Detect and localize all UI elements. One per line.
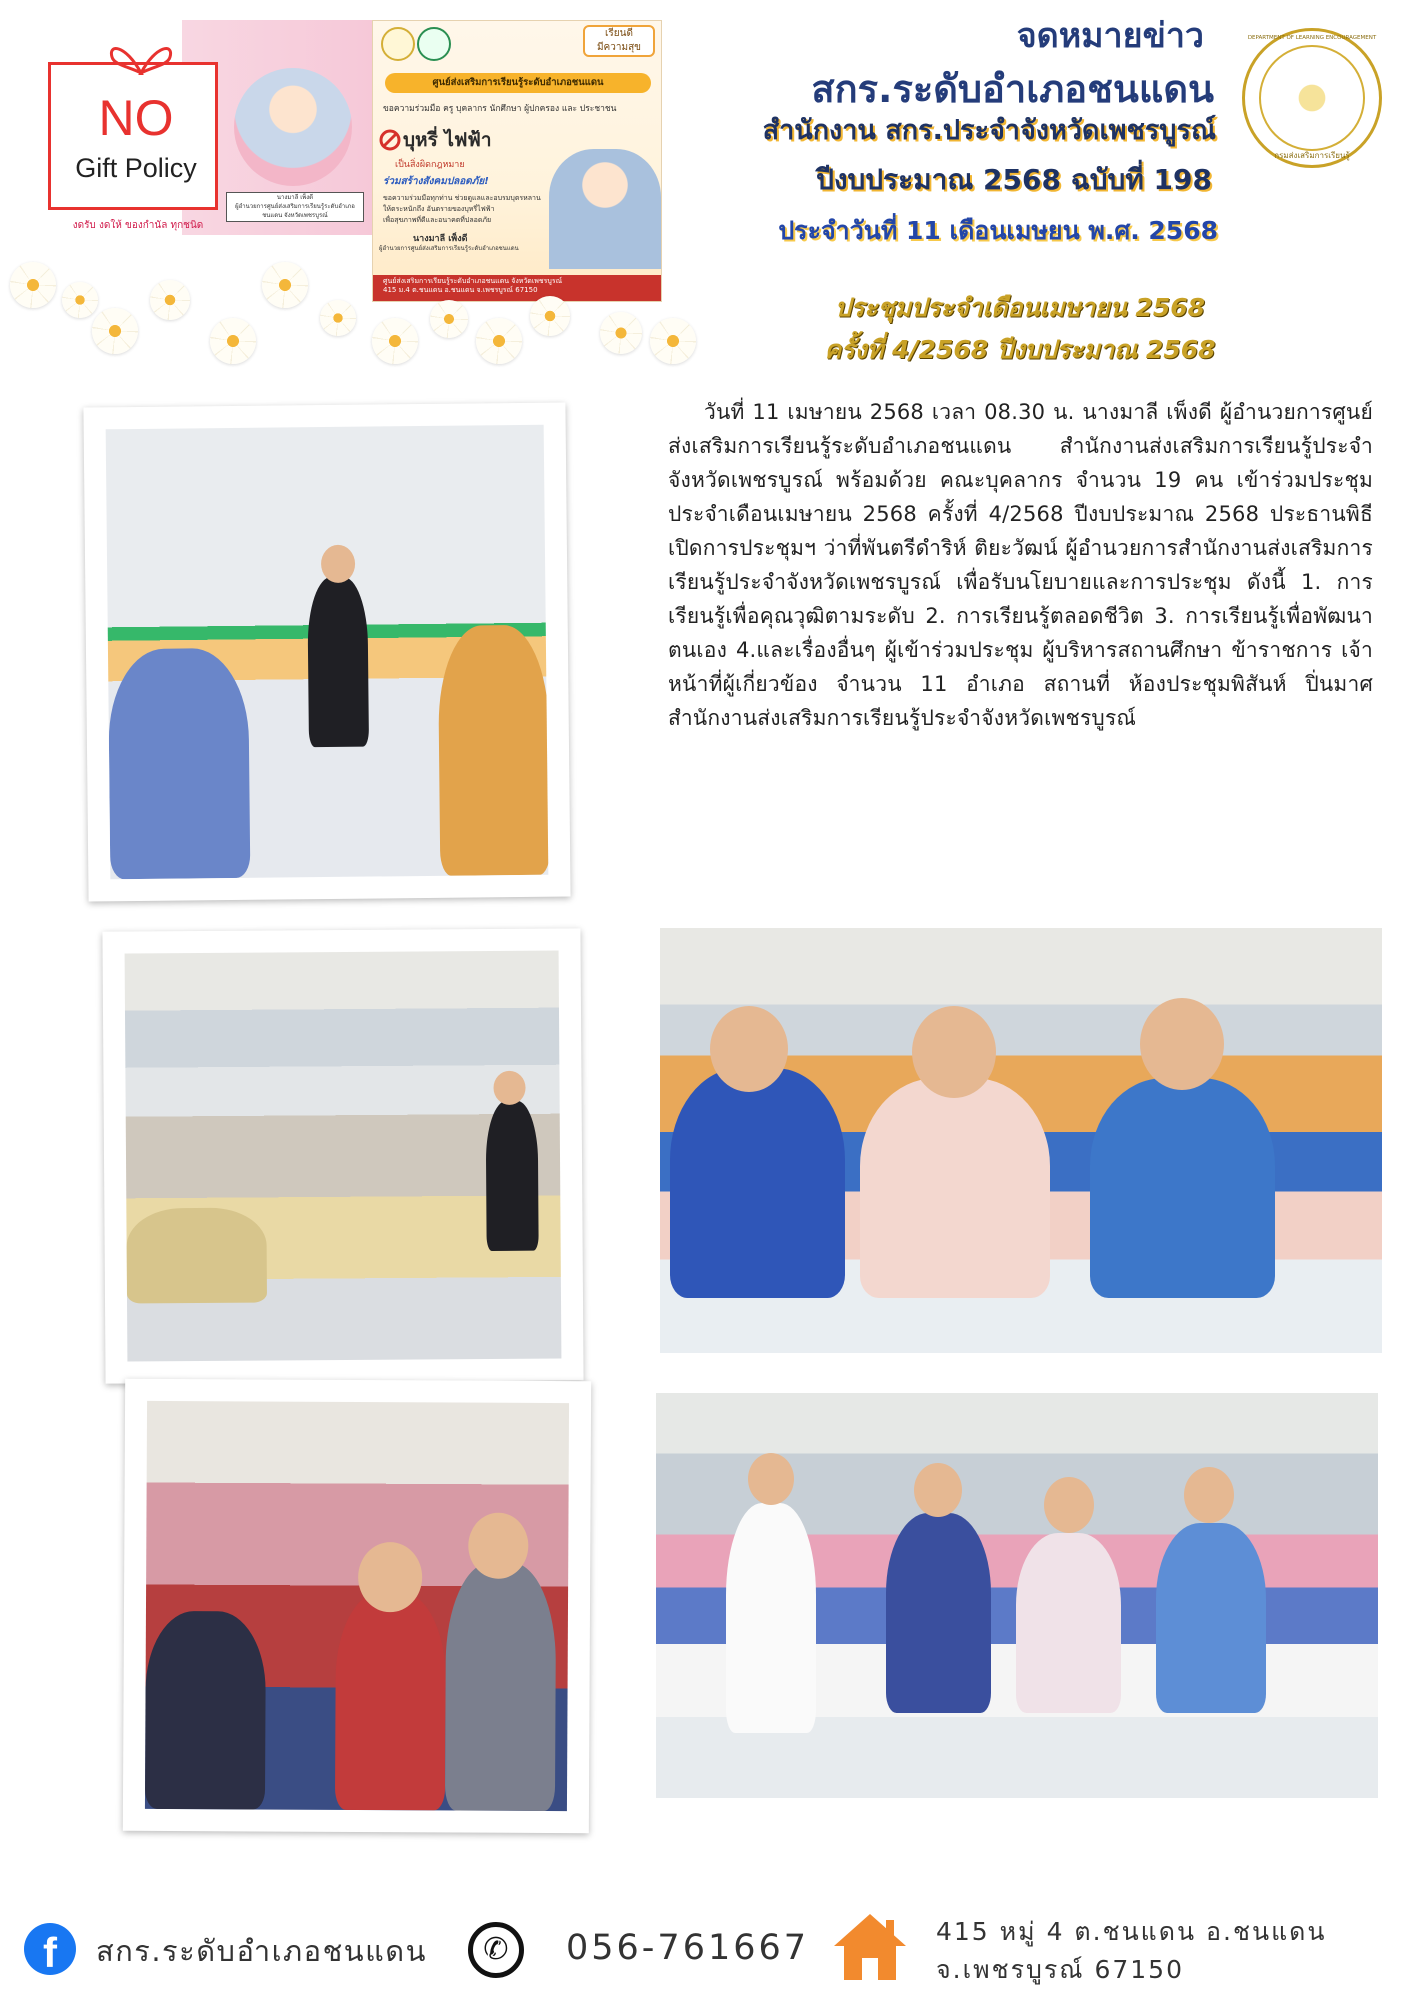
article-body	[668, 395, 1373, 735]
photo-person	[670, 1068, 845, 1298]
photo-person	[886, 1513, 991, 1713]
poster-logo-icon	[417, 27, 451, 61]
gift-policy-label: Gift Policy	[75, 153, 197, 183]
flower-icon	[600, 312, 642, 354]
gift-name-box	[226, 192, 364, 222]
photo-person	[1016, 1533, 1121, 1713]
flower-icon	[476, 318, 522, 364]
photo-table	[126, 1208, 267, 1304]
facebook-icon[interactable]: f	[24, 1923, 76, 1975]
photo-frame-3	[123, 1379, 591, 1833]
poster-illegal: เป็นสิ่งผิดกฎหมาย	[395, 160, 465, 170]
photo-person-head	[914, 1463, 962, 1517]
photo-person-head	[1140, 998, 1224, 1090]
poster-center-band: ศูนย์ส่งเสริมการเรียนรู้ระดับอำเภอชนแดน	[385, 73, 651, 93]
poster-note1: ขอความร่วมมือทุกท่าน ช่วยดูแลและอบรมบุตรหลาน	[383, 194, 541, 202]
district-title: สกร.ระดับอำเภอชนแดน	[811, 67, 1214, 111]
photo-person	[145, 1611, 266, 1810]
photo-person	[335, 1592, 446, 1811]
article-subtitle-1: ประชุมประจำเดือนเมษายน 2568	[834, 293, 1206, 322]
no-smoking-icon	[379, 129, 401, 151]
photo-person	[1090, 1078, 1275, 1298]
photo-person-head	[1184, 1467, 1234, 1523]
seal-emblem-icon	[1259, 45, 1365, 151]
seal-text-top: DEPARTMENT OF LEARNING ENCOURAGEMENT	[1247, 35, 1377, 41]
poster-director-portrait	[549, 149, 661, 269]
flower-icon	[320, 300, 356, 336]
issue-number: ปีงบประมาณ 2568 ฉบับที่ 198	[816, 163, 1212, 196]
photo-person-head	[1044, 1477, 1094, 1533]
photo-speaker-front	[106, 425, 549, 880]
photo-frame-2	[102, 928, 583, 1383]
photo-person	[486, 1101, 539, 1251]
photo-person-head	[358, 1542, 422, 1612]
photo-person-head	[493, 1071, 525, 1105]
photo-audience-closeup	[145, 1401, 569, 1811]
flower-icon	[150, 280, 190, 320]
flower-icon	[530, 296, 570, 336]
poster-footer-line1: ศูนย์ส่งเสริมการเรียนรู้ระดับอำเภอชนแดน จังหวัดเพชรบูรณ์	[383, 277, 563, 285]
newsletter-title: จดหมายข่าว	[1016, 16, 1204, 56]
photo-person	[1156, 1523, 1266, 1713]
photo-attendees-standing-image	[656, 1393, 1378, 1798]
flower-icon	[210, 318, 256, 364]
gift-director-position: ผู้อำนวยการศูนย์ส่งเสริมการเรียนรู้ระดับอำเภอชนแดน จังหวัดเพชรบูรณ์	[235, 203, 355, 219]
gift-card	[48, 62, 218, 210]
flower-icon	[372, 318, 418, 364]
home-icon	[830, 1910, 910, 1984]
photo-person-head	[468, 1513, 528, 1579]
gift-no-label: NO	[98, 90, 174, 146]
photo-attendees-seated	[660, 928, 1382, 1353]
flower-icon	[10, 262, 56, 308]
seal-text-bottom: กรมส่งเสริมการเรียนรู้	[1274, 151, 1350, 160]
issue-date: ประจำวันที่ 11 เดือนเมษยน พ.ศ. 2568	[778, 216, 1218, 245]
photo-audience	[108, 648, 250, 879]
e-cigarette-poster	[372, 20, 662, 302]
poster-note3: เพื่อสุขภาพที่ดีและอนาคตที่ปลอดภัย	[383, 216, 492, 224]
poster-slogan: ร่วมสร้างสังคมปลอดภัย!	[383, 176, 489, 187]
gift-director-name: นางมาลี เพ็งดี	[276, 194, 314, 201]
poster-tag-line1: เรียนดี	[605, 28, 633, 39]
director-portrait	[234, 68, 352, 186]
poster-seal-icon	[381, 27, 415, 61]
poster-slogan-tag	[583, 25, 655, 57]
photo-person-head	[748, 1453, 794, 1505]
photo-person-head	[912, 1006, 996, 1098]
article-subtitle-2: ครั้งที่ 4/2568 ปีงบประมาณ 2568	[824, 335, 1216, 364]
facebook-page-name[interactable]: สกร.ระดับอำเภอชนแดน	[96, 1934, 427, 1968]
photo-person-head	[710, 1006, 788, 1092]
department-seal	[1242, 28, 1382, 168]
poster-footer	[373, 275, 661, 301]
article-body-text: วันที่ 11 เมษายน 2568 เวลา 08.30 น. นางมาลี เพ็งดี ผู้อำนวยการศูนย์ส่งเสริมการเรียนรู้ระดับอำเภอชนแดน สำนักงานส่งเสริมการเรียนรู้ประจำจังหวัดเพชรบูรณ์ พร้อมด้วย คณะบุคลากร จำนวน 19 คน เข้าร่วมประชุมประจำเดือนเมษายน 2568 ครั้งที่ 4/2568 ปีงบประมาณ 2568 ประธานพิธีเปิดการประชุมฯ ว่าที่พันตรีดำริห์ ติยะวัฒน์ ผู้อำนวยการสำนักงานส่งเสริมการเรียนรู้ประจำจังหวัดเพชรบูรณ์ เพื่อรับนโยบายและการประชุม ดังนี้ 1. การเรียนรู้เพื่อคุณวุฒิตามระดับ 2. การเรียนรู้ตลอดชีวิต 3. การเรียนรู้เพื่อพัฒนาตนเอง 4.และเรื่องอื่นๆ ผู้เข้าร่วมประชุม ผู้บริหารสถานศึกษา ข้าราชการ เจ้าหน้าที่ผู้เกี่ยวข้อง จำนวน 11 อำเภอ สถานที่ ห้องประชุมพิสันห์ ปิ่นมาศ สำนักงานส่งเสริมการเรียนรู้ประจำจังหวัดเพชรบูรณ์	[668, 400, 1373, 730]
photo-person	[445, 1562, 556, 1811]
photo-person	[307, 577, 369, 748]
address-line-2: จ.เพชรบูรณ์ 67150	[936, 1955, 1184, 1984]
no-gift-policy-banner	[30, 20, 375, 235]
photo-attendees-seated-image	[660, 928, 1382, 1353]
flower-icon	[262, 262, 308, 308]
photo-frame-1	[83, 402, 570, 901]
phone-icon: ✆	[468, 1922, 524, 1978]
flower-icon	[650, 318, 696, 364]
poster-director-name: นางมาลี เพ็งดี	[413, 234, 468, 244]
province-office-title: สำนักงาน สกร.ประจำจังหวัดเพชรบูรณ์	[762, 115, 1216, 146]
phone-number[interactable]: 056-761667	[566, 1928, 810, 1968]
photo-meeting-room	[125, 950, 562, 1361]
gift-bow-icon	[106, 35, 176, 75]
flower-icon	[92, 308, 138, 354]
poster-director-position: ผู้อำนวยการศูนย์ส่งเสริมการเรียนรู้ระดับอำเภอชนแดน	[379, 245, 519, 252]
photo-audience	[438, 625, 549, 876]
poster-note2: ให้ตระหนักถึง อันตรายของบุหรี่ไฟฟ้า	[383, 205, 495, 213]
poster-footer-line2: 415 ม.4 ต.ชนแดน อ.ชนแดน จ.เพชรบูรณ์ 67150	[383, 286, 538, 294]
photo-attendees-standing	[656, 1393, 1378, 1798]
gift-caption: งดรับ งดให้ ของกำนัล ทุกชนิด	[72, 220, 204, 231]
poster-tag-line2: มีความสุข	[596, 42, 642, 53]
flower-icon	[62, 282, 98, 318]
photo-person-head	[321, 545, 355, 583]
flower-icon	[430, 300, 468, 338]
poster-request: ขอความร่วมมือ ครู บุคลากร นักศึกษา ผู้ปกครอง และ ประชาชน	[383, 104, 617, 114]
photo-person	[726, 1503, 816, 1733]
poster-headline: บุหรี่ ไฟฟ้า	[403, 129, 492, 151]
address-line-1: 415 หมู่ 4 ต.ชนแดน อ.ชนแดน	[936, 1917, 1327, 1946]
photo-person	[860, 1078, 1050, 1298]
